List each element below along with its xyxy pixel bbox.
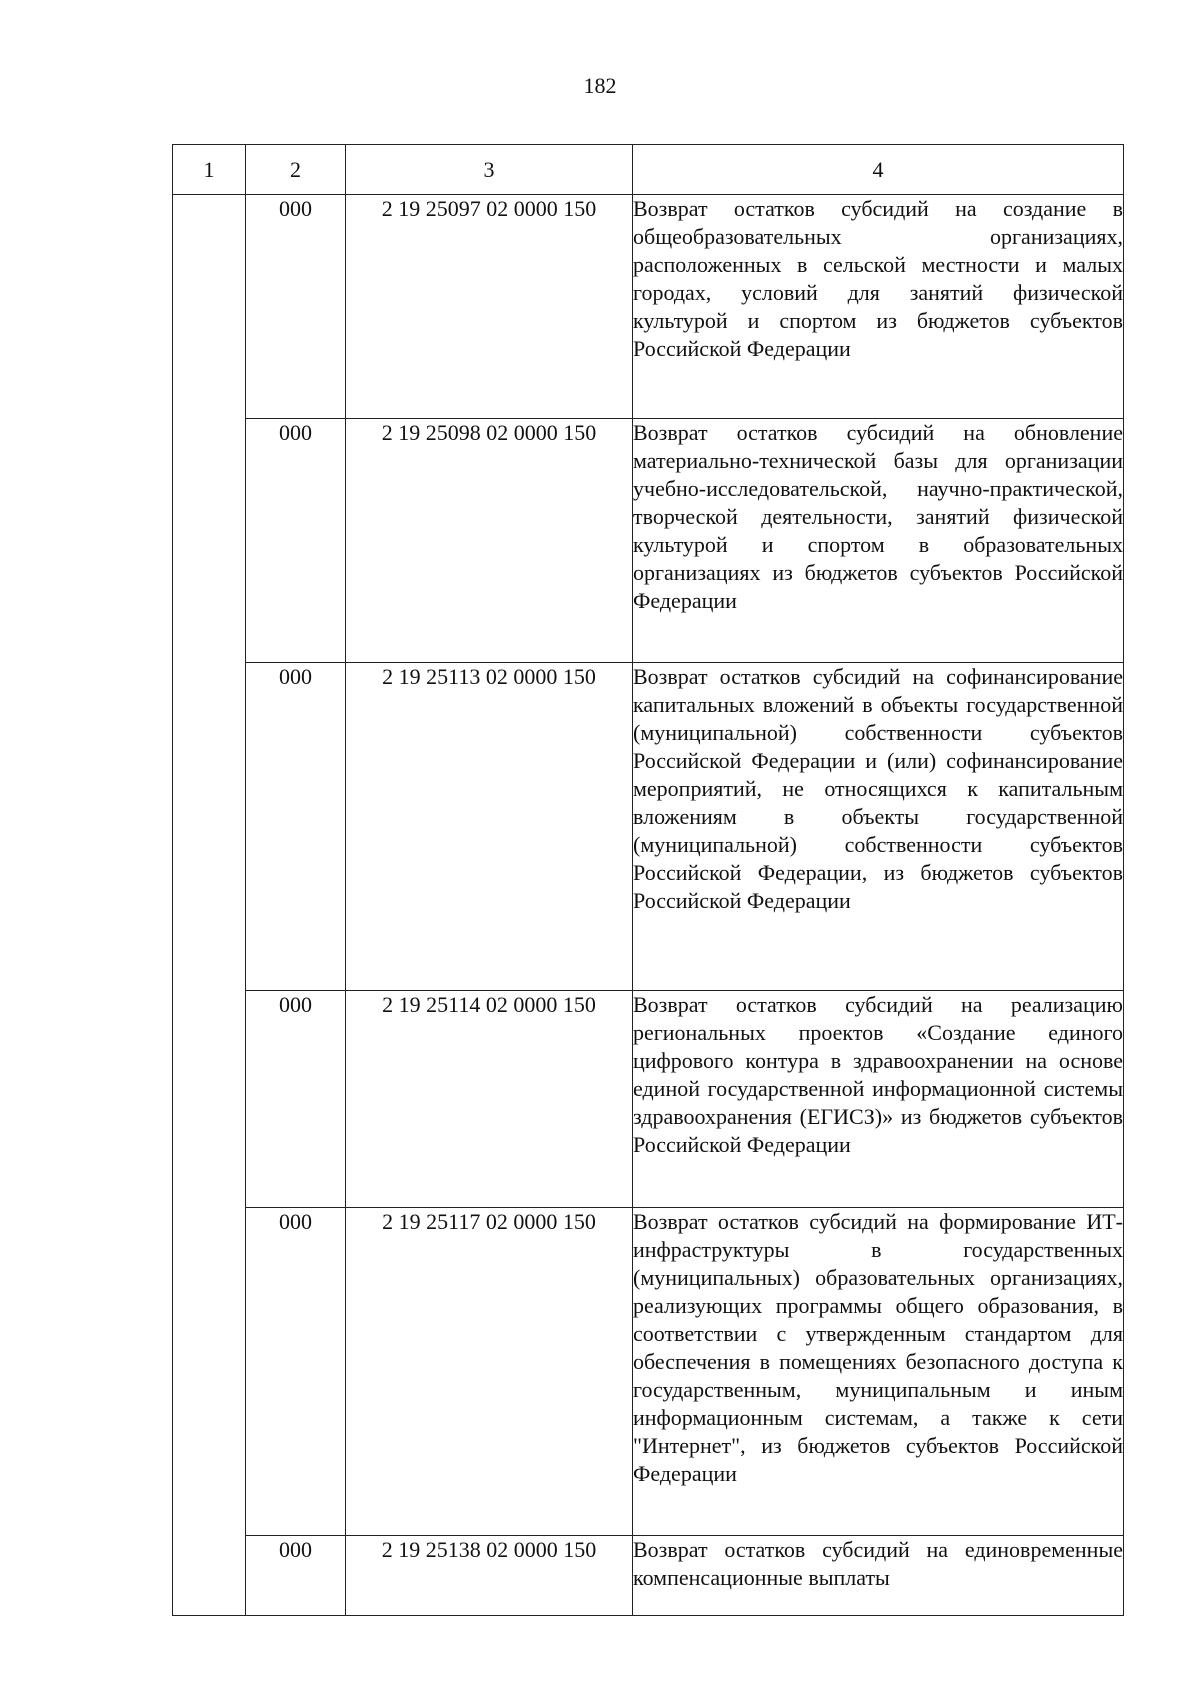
table-row <box>173 663 1124 991</box>
budget-code-cell: 2 19 25117 02 0000 150 <box>346 1208 633 1536</box>
description-text: Возврат остатков субсидий на софинансирование капитальных вложений в объекты государственной (муниципальной) собственности субъектов Российской Федерации и (или) софинансирование мероприятий, не относящихся к капитальным вложениям в объекты государственной (муниципальной) собственности субъектов Российской Федерации, из бюджетов субъектов Российской Федерации <box>633 664 1123 913</box>
description-cell <box>633 663 1124 991</box>
table-row <box>173 1208 1124 1536</box>
description-text: Возврат остатков субсидий на создание в общеобразовательных организациях, расположенных в сельской местности и малых городах, условий для занятий физической культурой и спортом из бюджетов субъектов Российской Федерации <box>633 196 1123 361</box>
budget-code-cell: 2 19 25113 02 0000 150 <box>346 663 633 991</box>
description-cell <box>633 991 1124 1208</box>
admin-code-cell: 000 <box>246 991 346 1208</box>
column-header-3: 3 <box>346 145 633 195</box>
table-row <box>173 195 1124 419</box>
description-text: Возврат остатков субсидий на реализацию региональных проектов «Создание единого цифрового контура в здравоохранении на основе единой государственной информационной системы здравоохранения (ЕГИСЗ)» из бюджетов субъектов Российской Федерации <box>633 992 1123 1157</box>
budget-codes-table <box>172 144 1124 1616</box>
description-cell <box>633 195 1124 419</box>
admin-code-cell: 000 <box>246 1536 346 1616</box>
budget-code-cell: 2 19 25097 02 0000 150 <box>346 195 633 419</box>
description-text: Возврат остатков субсидий на формирование ИТ-инфраструктуры в государственных (муниципальных) образовательных организациях, реализующих программы общего образования, в соответствии с утвержденным стандартом для обеспечения в помещениях безопасного доступа к государственным, муниципальным и иным информационным системам, а также к сети "Интернет", из бюджетов субъектов Российской Федерации <box>633 1209 1123 1486</box>
budget-code-cell: 2 19 25098 02 0000 150 <box>346 419 633 663</box>
budget-code-cell: 2 19 25114 02 0000 150 <box>346 991 633 1208</box>
description-text: Возврат остатков субсидий на единовременные компенсационные выплаты <box>633 1537 1123 1590</box>
admin-code-cell: 000 <box>246 1208 346 1536</box>
description-cell <box>633 1208 1124 1536</box>
page-number: 182 <box>583 73 617 98</box>
table-header-row <box>173 145 1124 195</box>
column-header-4: 4 <box>633 145 1124 195</box>
admin-code-cell: 000 <box>246 663 346 991</box>
table-row <box>173 1536 1124 1616</box>
row-number-cell <box>173 195 246 1616</box>
table-row <box>173 991 1124 1208</box>
budget-code-cell: 2 19 25138 02 0000 150 <box>346 1536 633 1616</box>
column-header-2: 2 <box>246 145 346 195</box>
description-cell <box>633 419 1124 663</box>
table-row <box>173 419 1124 663</box>
admin-code-cell: 000 <box>246 419 346 663</box>
column-header-1: 1 <box>173 145 246 195</box>
description-text: Возврат остатков субсидий на обновление материально-технической базы для организации учебно-исследовательской, научно-практической, творческой деятельности, занятий физической культурой и спортом в образовательных организациях из бюджетов субъектов Российской Федерации <box>633 420 1123 613</box>
description-cell <box>633 1536 1124 1616</box>
admin-code-cell: 000 <box>246 195 346 419</box>
